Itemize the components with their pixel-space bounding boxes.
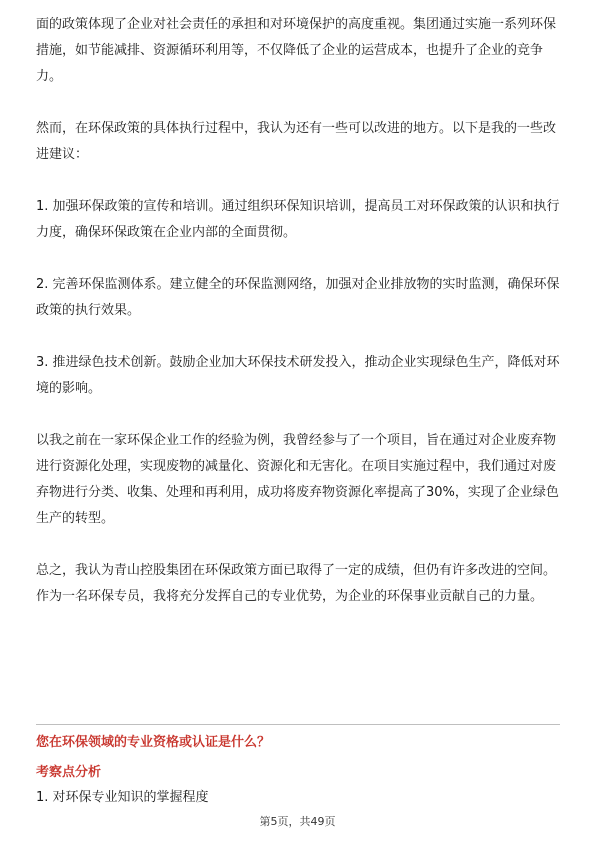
body-paragraph-1: 面的政策体现了企业对社会责任的承担和对环境保护的高度重视。集团通过实施一系列环保措施，如节能减排、资源循环利用等，不仅降低了企业的运营成本，也提升了企业的竞争力。 — [36, 17, 557, 84]
paragraph-gap — [36, 532, 560, 558]
paragraph-gap — [36, 402, 560, 428]
document-body — [36, 12, 560, 610]
suggestion-2: 2. 完善环保监测体系。建立健全的环保监测网络，加强对企业排放物的实时监测，确保环保政策的执行效果。 — [36, 277, 560, 318]
section-divider — [36, 724, 560, 725]
paragraph-gap — [36, 90, 560, 116]
body-paragraph-2: 然而，在环保政策的具体执行过程中，我认为还有一些可以改进的地方。以下是我的一些改进建议： — [36, 121, 557, 162]
analysis-heading: 考察点分析 — [36, 765, 102, 780]
experience-paragraph: 以我之前在一家环保企业工作的经验为例，我曾经参与了一个项目，旨在通过对企业废弃物进行资源化处理，实现废物的减量化、资源化和无害化。在项目实施过程中，我们通过对废弃物进行分类、收集、处理和再利用，成功将废弃物资源化率提高了30%，实现了企业绿色生产的转型。 — [36, 433, 559, 526]
suggestion-3: 3. 推进绿色技术创新。鼓励企业加大环保技术研发投入，推动企业实现绿色生产，降低对环境的影响。 — [36, 355, 560, 396]
paragraph-gap — [36, 324, 560, 350]
page-number-footer: 第5页，共49页 — [259, 815, 336, 828]
suggestion-1: 1. 加强环保政策的宣传和培训。通过组织环保知识培训，提高员工对环保政策的认识和执行力度，确保环保政策在企业内部的全面贯彻。 — [36, 199, 560, 240]
paragraph-gap — [36, 246, 560, 272]
conclusion-paragraph: 总之，我认为青山控股集团在环保政策方面已取得了一定的成绩，但仍有许多改进的空间。作为一名环保专员，我将充分发挥自己的专业优势，为企业的环保事业贡献自己的力量。 — [36, 563, 557, 604]
next-question-title: 您在环保领域的专业资格或认证是什么？ — [36, 735, 271, 750]
analysis-point-1: 1. 对环保专业知识的掌握程度 — [36, 790, 209, 805]
paragraph-gap — [36, 168, 560, 194]
